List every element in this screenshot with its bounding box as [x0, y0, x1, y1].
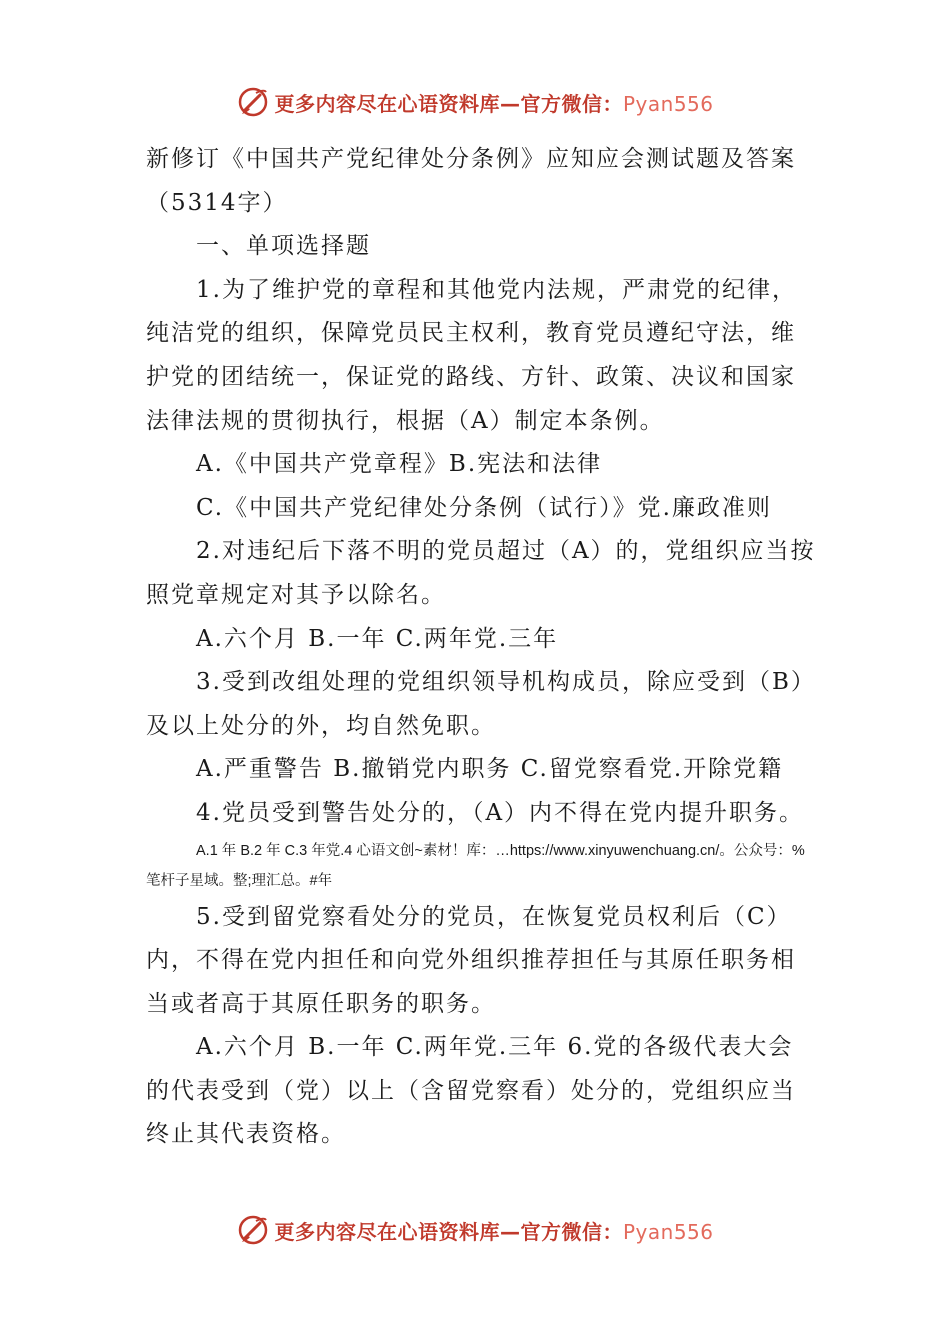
question-5: 5.受到留党察看处分的党员，在恢复党员权利后（C）内，不得在党内担任和向党外组织推荐担任与其原任职务相当或者高于其原任职务的职务。: [146, 903, 796, 1017]
banner-text: 更多内容尽在心语资料库—官方微信：Pyan556: [274, 1219, 714, 1244]
question-5-options-and-question-6: A.六个月 B.一年 C.两年党.三年 6.党的各级代表大会的代表受到（党）以上（含留党察看）处分的，党组织应当终止其代表资格。: [146, 1034, 796, 1148]
wechat-id: Pyan556: [622, 1219, 714, 1244]
pen-logo-icon: [236, 85, 270, 119]
question-3: 3.受到改组处理的党组织领导机构成员，除应受到（B）及以上处分的外，均自然免职。: [146, 669, 816, 739]
question-1-options-a: A.《中国共产党章程》B.宪法和法律: [196, 451, 603, 478]
header-banner: [0, 82, 950, 122]
question-1-options-c: C.《中国共产党纪律处分条例（试行）》党.廉政准则: [196, 494, 772, 521]
question-1: 1.为了维护党的章程和其他党内法规，严肃党的纪律，纯洁党的组织，保障党员民主权利，教育党员遵纪守法，维护党的团结统一，保证党的路线、方针、政策、决议和国家法律法规的贯彻执行，根据（A）制定本条例。: [146, 276, 797, 434]
footer-banner: [0, 1210, 950, 1250]
question-2-options: A.六个月 B.一年 C.两年党.三年: [196, 625, 559, 652]
document-body: [146, 138, 818, 1157]
question-2: 2.对违纪后下落不明的党员超过（A）的，党组织应当按照党章规定对其予以除名。: [146, 538, 816, 608]
banner-text: 更多内容尽在心语资料库—官方微信：Pyan556: [274, 91, 714, 116]
section-heading: 一、单项选择题: [196, 233, 371, 260]
question-4-options: A.1 年 B.2 年 C.3 年党.4 心语文创~素材！库：…https://www.xinyuwenchuang.cn/。公众号：%笔杆子星域。整;理汇总。#年: [146, 842, 805, 889]
pen-logo-icon: [236, 1213, 270, 1247]
question-3-options: A.严重警告 B.撤销党内职务 C.留党察看党.开除党籍: [196, 756, 784, 783]
question-4: 4.党员受到警告处分的，（A）内不得在党内提升职务。: [196, 799, 805, 826]
wechat-id: Pyan556: [622, 91, 714, 116]
document-title: 新修订《中国共产党纪律处分条例》应知应会测试题及答案（5314字）: [146, 146, 796, 216]
